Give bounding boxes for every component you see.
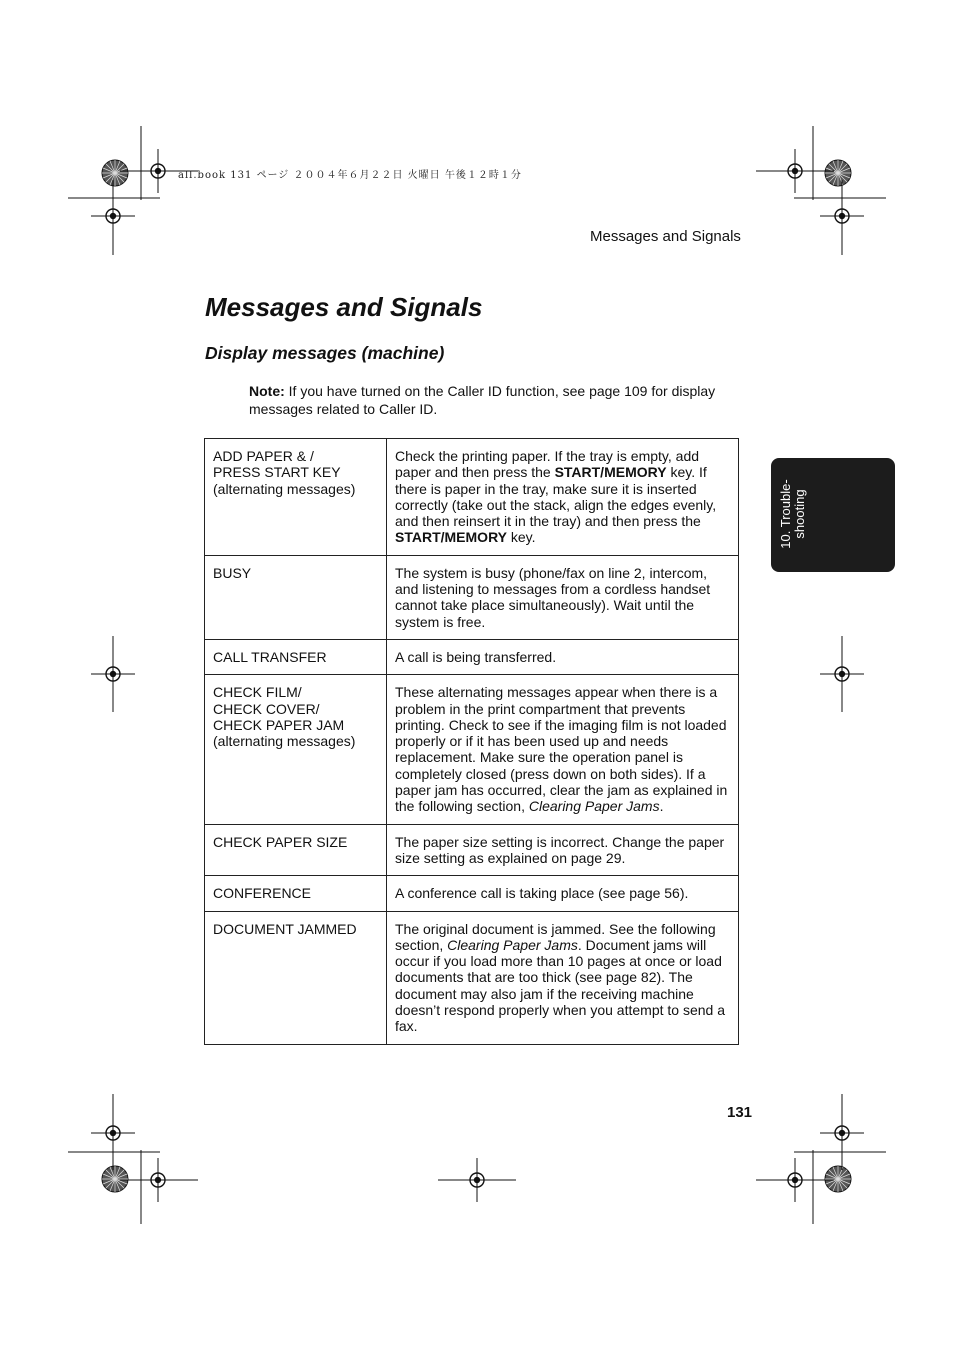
message-cell xyxy=(205,675,387,824)
message-line: PRESS START KEY xyxy=(213,464,341,481)
description-cell xyxy=(387,911,739,1044)
description-text: key. xyxy=(507,529,536,546)
chapter-side-tab xyxy=(771,458,895,572)
description-cell xyxy=(387,675,739,824)
running-header: Messages and Signals xyxy=(590,228,741,245)
key-name: START/MEMORY xyxy=(395,529,507,546)
message-line: CHECK FILM/ xyxy=(213,684,302,701)
page-title: Messages and Signals xyxy=(205,292,483,322)
message-line: CHECK PAPER JAM xyxy=(213,716,345,733)
table-row xyxy=(205,911,739,1044)
description-cell xyxy=(387,824,739,876)
message-cell xyxy=(205,824,387,876)
description-text: The system is busy (phone/fax on line 2, intercom, and listening to messages from a cordless handset cannot take place simultaneously). Wait until the system is free. xyxy=(395,564,711,630)
message-cell xyxy=(205,639,387,674)
message-line: CHECK PAPER SIZE xyxy=(213,833,348,850)
note-text: If you have turned on the Caller ID function, see page 109 for display messages related to Caller ID. xyxy=(249,383,716,417)
note xyxy=(249,382,749,418)
description-cell xyxy=(387,876,739,911)
message-line: (alternating messages) xyxy=(213,480,356,497)
message-line: (alternating messages) xyxy=(213,733,356,750)
table-row xyxy=(205,639,739,674)
table-row xyxy=(205,555,739,639)
message-line: DOCUMENT JAMMED xyxy=(213,920,357,937)
description-text: These alternating messages appear when there is a problem in the print compartment that prevents printing. Check to see if the imaging film is not loaded properly or if it has been used up and needs replacement. Make sure the operation panel is completely closed (press down on both sides). If a paper jam has occurred, clear the jam as explained in the following section, xyxy=(395,684,728,815)
section-reference: Clearing Paper Jams xyxy=(528,798,660,815)
description-text: A conference call is taking place (see page 56). xyxy=(395,885,689,902)
message-line: CHECK COVER/ xyxy=(213,700,320,717)
message-cell xyxy=(205,911,387,1044)
table-row xyxy=(205,675,739,824)
display-messages-table xyxy=(204,438,739,1045)
key-name: START/MEMORY xyxy=(554,464,667,481)
description-cell xyxy=(387,555,739,639)
message-cell xyxy=(205,439,387,556)
page-number: 131 xyxy=(727,1104,753,1121)
note-label: Note: xyxy=(249,383,285,399)
message-cell xyxy=(205,876,387,911)
description-text: Check the printing paper. If the tray is empty, add paper and then press the xyxy=(395,448,700,481)
message-cell xyxy=(205,555,387,639)
message-line: ADD PAPER & / xyxy=(213,448,314,464)
print-slug: all.book 131 ページ ２００４年６月２２日 火曜日 午後１２時１分 xyxy=(178,170,522,181)
table-row xyxy=(205,824,739,876)
description-text: The paper size setting is incorrect. Change the paper size setting as explained on page 29. xyxy=(395,833,725,866)
description-text: A call is being transferred. xyxy=(395,648,557,665)
section-reference: Clearing Paper Jams xyxy=(447,936,578,953)
description-cell xyxy=(387,439,739,556)
description-cell xyxy=(387,639,739,674)
description-text: . Document jams will occur if you load more than 10 pages at once or load documents that are too thick (see page 82). The document may also jam if the receiving machine doesn’t respond properly when you attempt to send a fax. xyxy=(395,936,725,1035)
description-text: . xyxy=(659,798,664,815)
section-title: Display messages (machine) xyxy=(205,343,445,363)
description-text: The original document is jammed. See the following section, xyxy=(395,920,716,953)
table-row xyxy=(205,439,739,556)
message-line: CONFERENCE xyxy=(213,885,312,902)
message-line: BUSY xyxy=(213,564,252,581)
table-row xyxy=(205,876,739,911)
message-line: CALL TRANSFER xyxy=(213,648,327,665)
chapter-side-tab-label: 10. Trouble- shooting xyxy=(778,479,807,549)
description-text: key. If there is paper in the tray, make sure it is inserted correctly (take out the stack, align the edges evenly, and then reinsert it in the tray) and then press the xyxy=(395,464,717,530)
